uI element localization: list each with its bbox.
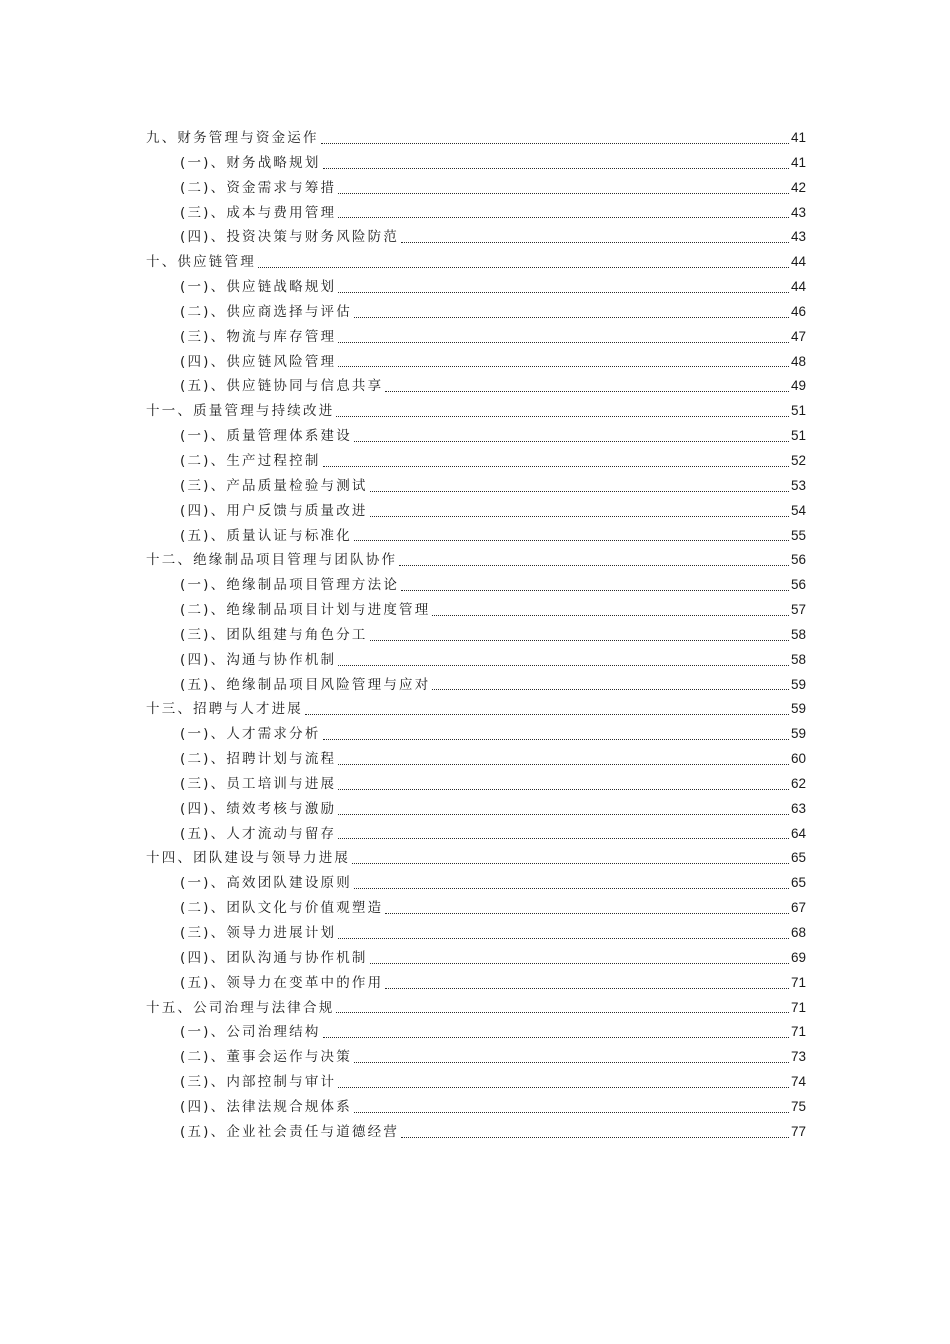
toc-entry-title: 十五、公司治理与法律合规	[146, 999, 335, 1016]
toc-section-entry[interactable]	[146, 797, 806, 822]
toc-dot-leader	[401, 1137, 789, 1138]
toc-entry-page-number: 75	[790, 1098, 806, 1114]
toc-entry-title: (五)、领导力在变革中的作用	[180, 974, 384, 991]
toc-section-entry[interactable]	[146, 374, 806, 399]
toc-entry-title: (四)、供应链风险管理	[180, 353, 337, 370]
toc-section-entry[interactable]	[146, 225, 806, 250]
toc-entry-page-number: 62	[790, 775, 806, 791]
toc-entry-title: (二)、供应商选择与评估	[180, 303, 352, 320]
toc-entry-page-number: 71	[790, 1024, 806, 1040]
toc-section-entry[interactable]	[146, 474, 806, 499]
toc-dot-leader	[432, 689, 789, 690]
toc-dot-leader	[401, 590, 789, 591]
toc-section-entry[interactable]	[146, 1070, 806, 1095]
toc-entry-page-number: 68	[790, 925, 806, 940]
toc-entry-page-number: 74	[790, 1074, 806, 1090]
toc-entry-title: (二)、董事会运作与决策	[180, 1049, 352, 1066]
toc-section-entry[interactable]	[146, 1045, 806, 1070]
toc-dot-leader	[321, 143, 789, 144]
toc-entry-page-number: 54	[790, 502, 806, 518]
toc-dot-leader	[338, 665, 789, 666]
toc-entry-page-number: 43	[790, 229, 806, 245]
toc-entry-title: (三)、产品质量检验与测试	[180, 477, 368, 494]
toc-entry-title: (二)、绝缘制品项目计划与进度管理	[180, 602, 431, 619]
toc-section-entry[interactable]	[146, 449, 806, 474]
toc-chapter-entry[interactable]	[146, 996, 806, 1021]
toc-entry-page-number: 56	[790, 577, 806, 593]
toc-section-entry[interactable]	[146, 424, 806, 449]
toc-section-entry[interactable]	[146, 871, 806, 896]
toc-section-entry[interactable]	[146, 598, 806, 623]
toc-entry-page-number: 57	[790, 602, 806, 618]
toc-entry-page-number: 77	[790, 1123, 806, 1139]
toc-entry-page-number: 73	[790, 1049, 806, 1065]
toc-entry-page-number: 47	[790, 328, 806, 344]
toc-section-entry[interactable]	[146, 946, 806, 971]
toc-dot-leader	[370, 491, 789, 492]
toc-entry-title: 十一、质量管理与持续改进	[146, 403, 335, 420]
toc-entry-page-number: 41	[790, 130, 806, 145]
toc-entry-title: (三)、领导力进展计划	[180, 925, 337, 941]
toc-dot-leader	[385, 391, 789, 392]
toc-section-entry[interactable]	[146, 1020, 806, 1045]
toc-entry-page-number: 52	[790, 452, 806, 468]
toc-entry-title: (五)、质量认证与标准化	[180, 527, 352, 544]
toc-section-entry[interactable]	[146, 822, 806, 847]
toc-dot-leader	[385, 988, 789, 989]
toc-section-entry[interactable]	[146, 499, 806, 524]
toc-section-entry[interactable]	[146, 623, 806, 648]
toc-entry-title: (四)、绩效考核与激励	[180, 800, 337, 817]
toc-dot-leader	[338, 764, 789, 765]
toc-entry-title: (二)、生产过程控制	[180, 452, 321, 469]
toc-entry-title: (四)、法律法规合规体系	[180, 1098, 352, 1115]
toc-entry-page-number: 44	[790, 254, 806, 270]
toc-entry-title: 十四、团队建设与领导力进展	[146, 850, 351, 867]
toc-entry-page-number: 43	[790, 204, 806, 220]
toc-entry-title: (四)、团队沟通与协作机制	[180, 949, 368, 966]
toc-dot-leader	[323, 1037, 789, 1038]
toc-entry-page-number: 44	[790, 279, 806, 295]
toc-section-entry[interactable]	[146, 1120, 806, 1145]
toc-dot-leader	[338, 193, 789, 194]
toc-entry-page-number: 46	[790, 303, 806, 319]
toc-entry-title: (三)、内部控制与审计	[180, 1074, 337, 1091]
toc-section-entry[interactable]	[146, 1095, 806, 1120]
toc-entry-page-number: 59	[790, 701, 806, 717]
toc-section-entry[interactable]	[146, 573, 806, 598]
toc-entry-title: (一)、人才需求分析	[180, 726, 321, 743]
toc-chapter-entry[interactable]	[146, 697, 806, 722]
toc-entry-page-number: 63	[790, 800, 806, 816]
toc-entry-page-number: 58	[790, 651, 806, 667]
toc-entry-title: (五)、供应链协同与信息共享	[180, 378, 384, 395]
toc-chapter-entry[interactable]	[146, 250, 806, 275]
toc-section-entry[interactable]	[146, 673, 806, 698]
toc-dot-leader	[338, 1087, 789, 1088]
toc-entry-title: (五)、企业社会责任与道德经营	[180, 1123, 400, 1140]
toc-entry-page-number: 69	[790, 949, 806, 965]
toc-section-entry[interactable]	[146, 201, 806, 226]
toc-entry-page-number: 64	[790, 825, 806, 841]
toc-section-entry[interactable]	[146, 722, 806, 747]
toc-entry-page-number: 49	[790, 378, 806, 394]
toc-dot-leader	[323, 739, 789, 740]
toc-dot-leader	[401, 242, 789, 243]
toc-dot-leader	[354, 441, 789, 442]
toc-entry-page-number: 48	[790, 353, 806, 369]
toc-entry-page-number: 51	[790, 428, 806, 444]
toc-section-entry[interactable]	[146, 300, 806, 325]
toc-section-entry[interactable]	[146, 524, 806, 549]
toc-entry-title: 十二、绝缘制品项目管理与团队协作	[146, 552, 398, 569]
toc-entry-page-number: 59	[790, 676, 806, 692]
toc-dot-leader	[338, 938, 789, 939]
toc-section-entry[interactable]	[146, 176, 806, 201]
toc-entry-title: (一)、财务战略规划	[180, 154, 321, 171]
toc-section-entry[interactable]	[146, 747, 806, 772]
toc-entry-title: (三)、物流与库存管理	[180, 328, 337, 345]
toc-dot-leader	[336, 1012, 789, 1013]
toc-dot-leader	[370, 963, 789, 964]
toc-entry-page-number: 41	[790, 154, 806, 170]
toc-entry-page-number: 71	[790, 974, 806, 990]
toc-dot-leader	[338, 292, 789, 293]
toc-entry-page-number: 53	[790, 477, 806, 493]
toc-entry-title: (三)、员工培训与进展	[180, 775, 337, 792]
toc-dot-leader	[258, 267, 789, 268]
toc-dot-leader	[354, 888, 789, 889]
toc-entry-title: (四)、投资决策与财务风险防范	[180, 229, 400, 246]
toc-entry-page-number: 56	[790, 552, 806, 568]
toc-entry-title: (一)、高效团队建设原则	[180, 875, 352, 892]
toc-section-entry[interactable]	[146, 350, 806, 375]
toc-section-entry[interactable]	[146, 772, 806, 797]
toc-entry-page-number: 71	[790, 999, 806, 1015]
toc-entry-title: (一)、绝缘制品项目管理方法论	[180, 577, 400, 594]
toc-dot-leader	[354, 540, 789, 541]
toc-entry-page-number: 65	[790, 850, 806, 866]
toc-dot-leader	[338, 814, 789, 815]
toc-entry-title: 十三、招聘与人才进展	[146, 701, 303, 718]
toc-entry-title: (三)、成本与费用管理	[180, 204, 337, 221]
toc-dot-leader	[354, 317, 789, 318]
toc-entry-title: (一)、质量管理体系建设	[180, 428, 352, 445]
toc-entry-page-number: 42	[790, 179, 806, 195]
toc-entry-title: (一)、公司治理结构	[180, 1024, 321, 1041]
toc-chapter-entry[interactable]	[146, 548, 806, 573]
toc-entry-page-number: 51	[790, 403, 806, 419]
toc-dot-leader	[338, 366, 789, 367]
toc-section-entry[interactable]	[146, 896, 806, 921]
toc-section-entry[interactable]	[146, 648, 806, 673]
toc-entry-page-number: 58	[790, 626, 806, 642]
toc-entry-title: (四)、用户反馈与质量改进	[180, 502, 368, 519]
toc-entry-title: (二)、资金需求与筹措	[180, 179, 337, 196]
toc-dot-leader	[399, 565, 789, 566]
toc-dot-leader	[323, 466, 789, 467]
toc-section-entry[interactable]	[146, 275, 806, 300]
toc-entry-title: (五)、人才流动与留存	[180, 825, 337, 842]
table-of-contents	[146, 126, 806, 1145]
toc-dot-leader	[338, 217, 789, 218]
toc-entry-title: (四)、沟通与协作机制	[180, 651, 337, 668]
toc-chapter-entry[interactable]	[146, 399, 806, 424]
toc-dot-leader	[354, 1112, 789, 1113]
toc-dot-leader	[336, 416, 789, 417]
toc-dot-leader	[352, 863, 789, 864]
toc-dot-leader	[385, 913, 789, 914]
toc-dot-leader	[305, 714, 789, 715]
toc-section-entry[interactable]	[146, 151, 806, 176]
toc-entry-title: 九、财务管理与资金运作	[146, 130, 319, 146]
toc-dot-leader	[338, 789, 789, 790]
toc-entry-title: (二)、招聘计划与流程	[180, 751, 337, 768]
toc-dot-leader	[370, 516, 789, 517]
toc-entry-title: (一)、供应链战略规划	[180, 279, 337, 296]
toc-dot-leader	[354, 1062, 789, 1063]
toc-dot-leader	[370, 640, 789, 641]
toc-entry-page-number: 65	[790, 875, 806, 891]
toc-dot-leader	[323, 168, 789, 169]
toc-dot-leader	[338, 342, 789, 343]
toc-section-entry[interactable]	[146, 325, 806, 350]
toc-entry-title: (三)、团队组建与角色分工	[180, 626, 368, 643]
toc-entry-page-number: 67	[790, 900, 806, 916]
toc-entry-title: (五)、绝缘制品项目风险管理与应对	[180, 676, 431, 693]
toc-entry-page-number: 59	[790, 726, 806, 742]
toc-section-entry[interactable]	[146, 921, 806, 946]
toc-entry-page-number: 55	[790, 527, 806, 543]
toc-dot-leader	[338, 838, 789, 839]
toc-section-entry[interactable]	[146, 971, 806, 996]
toc-dot-leader	[432, 615, 789, 616]
toc-chapter-entry[interactable]	[146, 126, 806, 151]
toc-chapter-entry[interactable]	[146, 846, 806, 871]
toc-entry-page-number: 60	[790, 751, 806, 767]
toc-entry-title: (二)、团队文化与价值观塑造	[180, 900, 384, 917]
toc-entry-title: 十、供应链管理	[146, 254, 256, 271]
